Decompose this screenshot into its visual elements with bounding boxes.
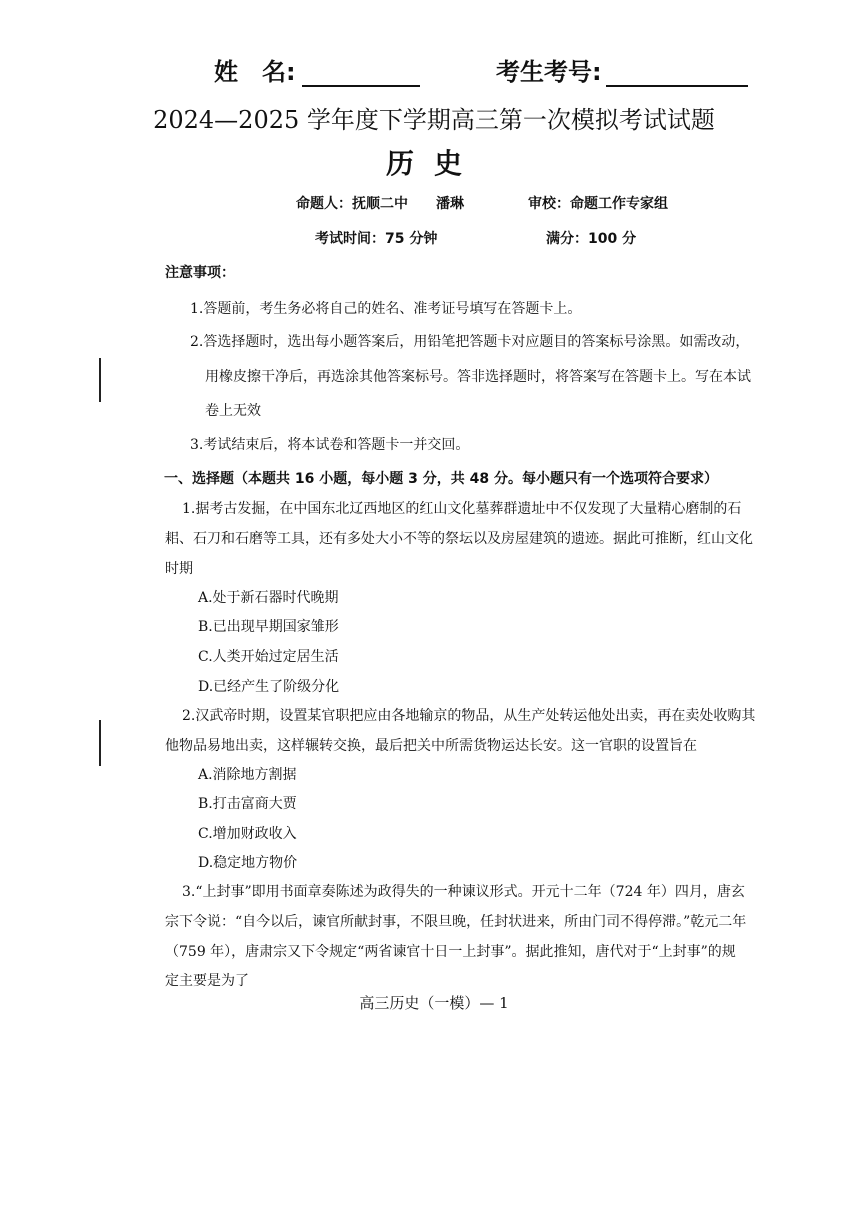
question-1-line-1: 1.据考古发掘，在中国东北辽西地区的红山文化墓葬群遗址中不仅发现了大量精心磨制的石 [182, 501, 742, 517]
notice-item-2-line-2: 用橡皮擦干净后，再选涂其他答案标号。答非选择题时，将答案写在答题卡上。写在本试 [205, 369, 751, 385]
name-field [214, 52, 420, 87]
notice-item-3: 3.考试结束后，将本试卷和答题卡一并交回。 [190, 437, 470, 453]
notice-item-2-line-3: 卷上无效 [205, 403, 261, 419]
question-3-line-1: 3.“上封事”即用书面章奏陈述为政得失的一种谏议形式。开元十二年（724 年）四月，唐玄 [182, 884, 745, 900]
author-info: 命题人：抚顺二中 潘琳 [296, 196, 464, 212]
question-1-option-d: D.已经产生了阶级分化 [198, 679, 340, 695]
question-1-option-c: C.人类开始过定居生活 [198, 649, 339, 665]
full-score: 满分：100 分 [546, 231, 637, 247]
question-2-line-2: 他物品易地出卖，这样辗转交换，最后把关中所需货物运达长安。这一官职的设置旨在 [165, 738, 697, 754]
question-1-line-2: 耜、石刀和石磨等工具，还有多处大小不等的祭坛以及房屋建筑的遗迹。据此可推断，红山文化 [165, 531, 753, 547]
question-3-line-2: 宗下令说：“自今以后，谏官所献封事，不限旦晚，任封状进来，所由门司不得停滞。”乾元二年 [165, 914, 747, 930]
page-footer: 高三历史（一模）— 1 [359, 994, 509, 1012]
question-2-option-c: C.增加财政收入 [198, 826, 297, 842]
binding-mark [99, 720, 101, 766]
exam-title: 2024—2025 学年度下学期高三第一次模拟考试试题 [153, 106, 715, 134]
question-2-option-a: A.消除地方割据 [198, 767, 297, 783]
section-title: 一、选择题（本题共 16 小题，每小题 3 分，共 48 分。每小题只有一个选项符合要求） [164, 471, 718, 487]
question-2-option-b: B.打击富商大贾 [198, 796, 297, 812]
reviewer-info: 审校：命题工作专家组 [528, 196, 668, 212]
student-id-field [496, 52, 748, 87]
notice-title: 注意事项： [165, 265, 235, 281]
binding-mark [99, 358, 101, 402]
subject-title: 历史 [385, 147, 482, 180]
notice-item-2-line-1: 2.答选择题时，选出每小题答案后，用铅笔把答题卡对应题目的答案标号涂黑。如需改动， [190, 334, 750, 350]
question-1-option-b: B.已出现早期国家雏形 [198, 619, 339, 635]
exam-time: 考试时间：75 分钟 [315, 231, 438, 247]
question-2-line-1: 2.汉武帝时期，设置某官职把应由各地输京的物品，从生产处转运他处出卖，再在卖处收购其 [182, 708, 756, 724]
question-1-option-a: A.处于新石器时代晚期 [198, 590, 339, 606]
question-3-line-3: （759 年），唐肃宗又下令规定“两省谏官十日一上封事”。据此推知，唐代对于“上封事”的规 [165, 944, 736, 960]
notice-item-1: 1.答题前，考生务必将自己的姓名、准考证号填写在答题卡上。 [190, 301, 582, 317]
student-id-blank [606, 63, 748, 87]
name-blank [302, 63, 420, 87]
name-label: 姓 名: [214, 58, 296, 86]
student-id-label: 考生考号: [496, 58, 602, 86]
question-2-option-d: D.稳定地方物价 [198, 855, 298, 871]
question-1-line-3: 时期 [165, 561, 193, 577]
question-3-line-4: 定主要是为了 [165, 973, 249, 989]
